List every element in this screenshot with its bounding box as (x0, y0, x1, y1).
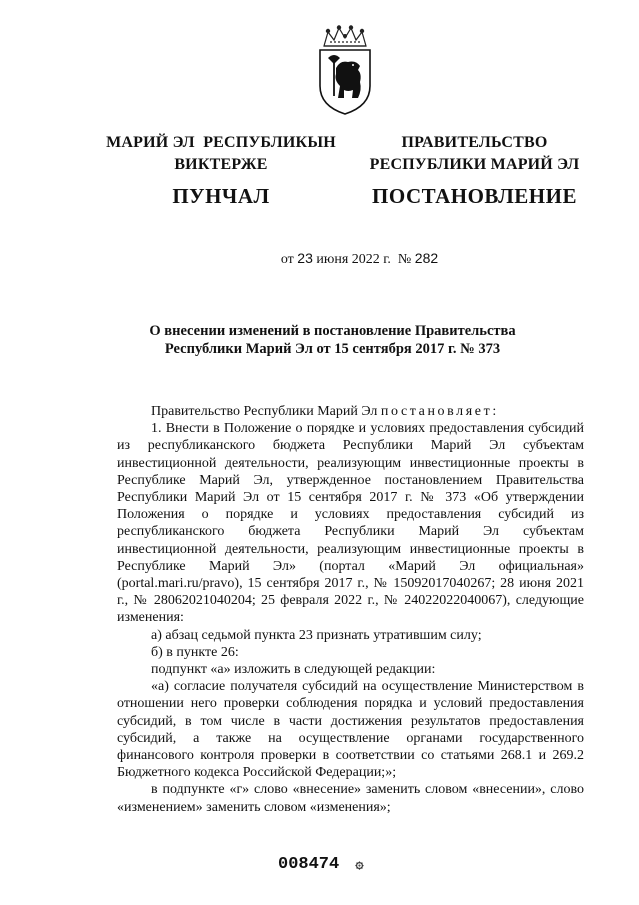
title-line1: О внесении изменений в постановление Правительства (149, 323, 516, 339)
preamble-spaced-text: постановляет: (380, 404, 499, 419)
document-title (110, 322, 555, 358)
header-right-line2: РЕСПУБЛИКИ МАРИЙ ЭЛ (369, 156, 580, 173)
paragraph-4: подпункт «а» изложить в следующей редакции: (151, 662, 436, 678)
ornament-icon: ۞ (355, 857, 364, 873)
paragraph-3: б) в пункте 26: (151, 644, 239, 660)
date-day: 23 (297, 250, 313, 266)
document-number: 282 (414, 250, 439, 266)
form-serial-number (278, 855, 364, 874)
header-right-title: ПОСТАНОВЛЕНИЕ (372, 184, 577, 208)
header-left-title: ПУНЧАЛ (172, 184, 270, 208)
date-rest: июня 2022 г. (316, 252, 391, 267)
preamble-paragraph (117, 403, 584, 420)
paragraph-1: 1. Внести в Положение о порядке и условиях предоставления субсидий из республиканского бюджета Республики Марий Эл субъектам инвестиционной деятельности, реализующим инвестиционные проекты в Республике Марий Эл, утвержденное постановлением Правительства Республики Марий Эл от 15 сентября 2017 г. № 373 «Об утверждении Положения о порядке и условиях предоставления субсидий из республиканского бюджета Республики Марий Эл субъектам инвестиционной деятельности, реализующим инвестиционные проекты в Республике Марий Эл» (портал «Марий Эл официальная» (portal.mari.ru/pravo), 15 сентября 2017 г., № 15092017040267; 28 июня 2021 г., № 28062021040204; 25 февраля 2022 г., № 24022022040067), следующие изменения: (117, 421, 584, 626)
paragraph-2: а) абзац седьмой пункта 23 признать утратившим силу; (151, 627, 482, 643)
coat-of-arms-emblem (316, 24, 374, 116)
document-body (117, 403, 584, 816)
serial-digits: 008474 (278, 855, 340, 874)
header-right-line1: ПРАВИТЕЛЬСТВО (401, 134, 548, 151)
paragraph-6: в подпункте «г» слово «внесение» заменить словом «внесении», слово «изменением» заменить словом «изменения»; (117, 782, 584, 815)
date-prefix: от (280, 252, 294, 267)
paragraph-5: «а) согласие получателя субсидий на осуществление Министерством в отношении него проверки соблюдения порядка и условий предоставления субсидий, в том числе в части достижения результатов предоставления субсидий, а также на осуществление органами государственного финансового контроля проверки в соответствии со статьями 268.1 и 269.2 Бюджетного кодекса Российской Федерации;»; (117, 679, 584, 781)
document-date-number (0, 250, 639, 268)
header-left-line1: МАРИЙ ЭЛ РЕСПУБЛИКЫН (106, 134, 336, 151)
header-left (96, 132, 346, 207)
header-left-line2: ВИКТЕРЖЕ (174, 156, 268, 173)
number-sign: № (397, 252, 412, 267)
preamble-text: Правительство Республики Марий Эл (151, 404, 378, 419)
header-right (352, 132, 597, 207)
title-line2: Республики Марий Эл от 15 сентября 2017 г. № 373 (164, 341, 501, 357)
